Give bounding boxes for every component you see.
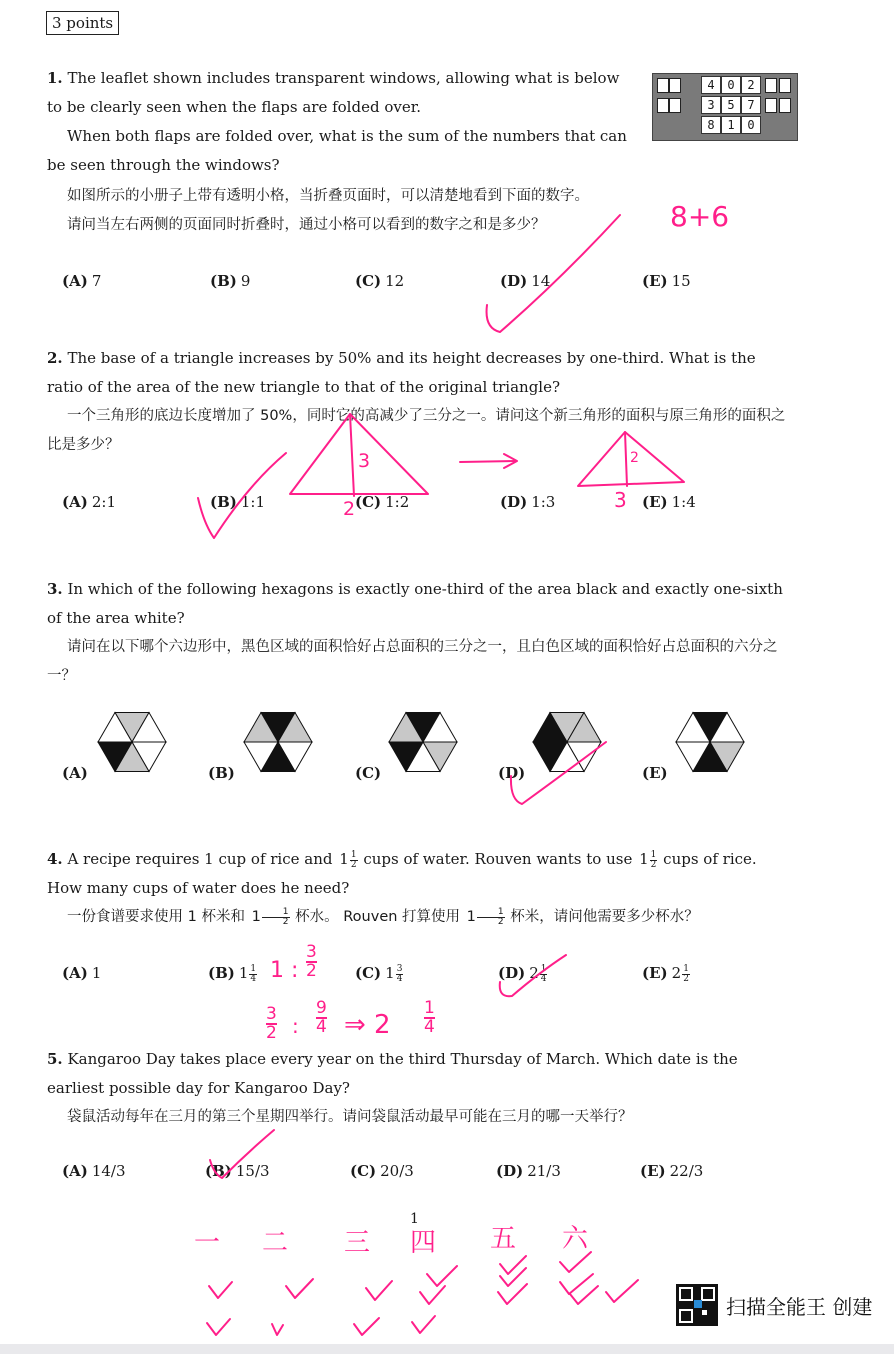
option-b[interactable]: (B) 1 $\frac{1}{4}$ xyxy=(208,963,257,984)
option-c[interactable]: (C) xyxy=(355,764,382,782)
question-4: 4. A recipe requires 1 cup of rice and 1 $\frac{1}{2}$ cups of water. Rouven wants to use 1 $\frac{1}{2}$ cups of rice. How many cups of water does he need? 一份食谱要求使用 1 杯米和 1 $\frac{1}{2}$ 杯水。 Rouven 打算使用 1 $\frac{1}{2}$ 杯米，请问他需要多少杯水？ xyxy=(47,845,795,932)
question-text-zh: 如图所示的小册子上带有透明小格，当折叠页面时，可以清楚地看到下面的数字。 xyxy=(67,188,589,204)
leaflet-digit: 4 xyxy=(701,76,721,94)
question-3: 3. In which of the following hexagons is exactly one-third of the area black and exactly one-sixth of the area white? 请问在以下哪个六边形中，黑色区域的面积恰好占总面积的三分之一，且白色区域的面积恰好占总面积的六分之一？ xyxy=(47,575,795,691)
leaflet-digit: 7 xyxy=(741,96,761,114)
question-number: 1. xyxy=(47,69,63,87)
question-text-zh-2: 请问当左右两侧的页面同时折叠时，通过小格可以看到的数字之和是多少？ xyxy=(67,217,546,233)
question-text-en: In which of the following hexagons is exactly one-third of the area black and exactly one-sixth of the area white? xyxy=(47,580,783,627)
handwriting-fraction: 3 2 xyxy=(266,1004,277,1043)
handwriting-triangle-height: 2 xyxy=(630,450,639,466)
leaflet-digit: 3 xyxy=(701,96,721,114)
handwriting-ratio: 1 : xyxy=(270,958,299,983)
section-label: 3 points xyxy=(46,11,119,35)
option-d[interactable]: (D) 2 $\frac{1}{4}$ xyxy=(498,963,547,984)
hexagon-d xyxy=(529,708,605,776)
leaflet-figure xyxy=(652,73,798,141)
watermark-text: 扫描全能王 创建 xyxy=(726,1294,873,1319)
question-text-en: Kangaroo Day takes place every year on the third Thursday of March. Which date is the earliest possible day for Kangaroo Day? xyxy=(47,1050,738,1097)
option-b[interactable]: (B) 1:1 xyxy=(210,493,266,511)
option-a[interactable]: (A) 14/3 xyxy=(62,1162,126,1180)
option-d[interactable]: (D) xyxy=(498,764,526,782)
hexagon-e xyxy=(672,708,748,776)
leaflet-digit: 2 xyxy=(741,76,761,94)
handwriting-bottom: 二 xyxy=(262,1228,289,1258)
option-d[interactable]: (D) 21/3 xyxy=(496,1162,561,1180)
leaflet-digit: 0 xyxy=(721,76,741,94)
handwriting-result: ⇒ 2 xyxy=(344,1010,391,1040)
page-number: 1 xyxy=(410,1211,419,1227)
question-5: 5. Kangaroo Day takes place every year on the third Thursday of March. Which date is the earliest possible day for Kangaroo Day? 袋鼠活动每年在三月的第三个星期四举行。请问袋鼠活动最早可能在三月的哪一天举行？ xyxy=(47,1045,795,1132)
worksheet-page: 3 points 1. The leaflet shown includes transparent windows, allowing what is below to be clearly seen when the flaps are folded over. When both flaps are folded over, what is the sum of the numbers that can be seen through the windows? 如图所示的小册子上带有透明小格，当折叠页面时，可以清楚地看到下面的数字。 请问当左右两侧的页面同时折叠时，通过小格可以看到的数字之和是多少？ 4 0 2 3 5 7 8 1 0 (A) 7 (B) 9 (C) 12 (D) 14 (E) 15 2. The base of a triangle increases by 50% and its height decreases by one-third. What is the ratio of the area of the new triangle to that of the original triangle? 一个三角形的底边长度增加了 50%，同时它的高减少了三分之一。请问这个新三角形的面积与原三角形的面积之比是多少？ (A) 2:1 (B) 1:1 (C) 1:2 (D) 1:3 (E) 1:4 3. In which of the following hexagons is exactly one-third of the area black and exactly one-sixth of the area white? 请问在以下哪个六边形中，黑色区域的面积恰好占总面积的三分之一，且白色区域的面积恰好占总面积的六分之一？ (A) (B) (C) (D) (E) 4. A recipe requires 1 cup of rice and 1 $\frac{1}{2}$ cups of water. Rouven wants to use 1 $\frac{1}{2}$ cups of rice. How many cups of water does he need? 一份食谱要求使用 1 杯米和 1 $\frac{1}{2}$ 杯水。 Rouven 打算使用 1 $\frac{1}{2}$ 杯米，请问他需要多少杯水？ (A) 1 (B) 1 $\frac{1}{4}$ (C) 1 $\frac{3}{4}$ (D) 2 $\frac{1}{4}$ (E) 2 $\frac{1}{2}$ 5. Kangaroo Day takes place every year on the third Thursday of March. Which date is the earliest possible day for Kangaroo Day? 袋鼠活动每年在三月的第三个星期四举行。请问袋鼠活动最早可能在三月的哪一天举行？ (A) 14/3 (B) 15/3 (C) 20/3 (D) 21/3 (E) 22/3 1 8+6 3 2 2 3 1 : 3 2 3 2 : 9 4 ⇒ 2 1 4 一 二 三 四 五 六 扫描全能王 创建 xyxy=(0,0,894,1354)
leaflet-digit: 0 xyxy=(741,116,761,134)
handwriting-bottom: 五 xyxy=(490,1224,517,1254)
question-text-zh: 一份食谱要求使用 1 杯米和 1 $\frac{1}{2}$ 杯水。 Rouven 打算使用 1 $\frac{1}{2}$ 杯米，请问他需要多少杯水？ xyxy=(67,906,699,927)
leaflet-digit: 5 xyxy=(721,96,741,114)
option-e[interactable]: (E) 2 $\frac{1}{2}$ xyxy=(642,963,689,984)
question-text-zh: 一个三角形的底边长度增加了 50%，同时它的高减少了三分之一。请问这个新三角形的面积与原三角形的面积之比是多少？ xyxy=(47,408,786,453)
option-c[interactable]: (C) 1 $\frac{3}{4}$ xyxy=(355,963,403,984)
option-a[interactable]: (A) 2:1 xyxy=(62,493,116,511)
handwriting-triangle-base: 2 xyxy=(343,498,356,520)
option-e[interactable]: (E) 1:4 xyxy=(642,493,696,511)
scanner-watermark xyxy=(676,1282,872,1328)
hexagon-c xyxy=(385,708,461,776)
leaflet-digit: 8 xyxy=(701,116,721,134)
option-e[interactable]: (E) 22/3 xyxy=(640,1162,704,1180)
question-text-en: The base of a triangle increases by 50% and its height decreases by one-third. What is the ratio of the area of the new triangle to that of the original triangle? xyxy=(47,349,756,396)
option-a[interactable]: (A) 7 xyxy=(62,272,102,290)
option-b[interactable]: (B) xyxy=(208,764,235,782)
hexagon-a xyxy=(94,708,170,776)
question-2: 2. The base of a triangle increases by 50% and its height decreases by one-third. What is the ratio of the area of the new triangle to that of the original triangle? 一个三角形的底边长度增加了 50%，同时它的高减少了三分之一。请问这个新三角形的面积与原三角形的面积之比是多少？ xyxy=(47,344,795,460)
option-d[interactable]: (D) 14 xyxy=(500,272,551,290)
option-a[interactable]: (A) 1 xyxy=(62,964,102,982)
option-a[interactable]: (A) xyxy=(62,764,88,782)
option-b[interactable]: (B) 15/3 xyxy=(205,1162,270,1180)
option-c[interactable]: (C) 1:2 xyxy=(355,493,410,511)
hexagon-b xyxy=(240,708,316,776)
leaflet-digit: 1 xyxy=(721,116,741,134)
option-d[interactable]: (D) 1:3 xyxy=(500,493,556,511)
handwriting-bottom: 三 xyxy=(344,1228,371,1258)
handwriting-fraction: 3 2 xyxy=(306,942,317,981)
handwriting-bottom: 四 xyxy=(410,1228,437,1258)
option-c[interactable]: (C) 12 xyxy=(355,272,405,290)
question-text-en: The leaflet shown includes transparent windows, allowing what is below to be clearly seen when the flaps are folded over. xyxy=(47,69,620,116)
option-b[interactable]: (B) 9 xyxy=(210,272,251,290)
arrow-shaft xyxy=(460,461,516,462)
handwriting-triangle-height: 3 xyxy=(358,450,371,472)
question-1 xyxy=(47,64,637,180)
option-e[interactable]: (E) 15 xyxy=(642,272,691,290)
question-text-en-2: When both flaps are folded over, what is the sum of the numbers that can be seen through the windows? xyxy=(47,127,627,174)
handwriting-bottom: 六 xyxy=(562,1224,589,1254)
qr-code-icon xyxy=(676,1284,718,1326)
handwriting-triangle-base: 3 xyxy=(614,488,627,512)
question-text-zh: 请问在以下哪个六边形中，黑色区域的面积恰好占总面积的三分之一，且白色区域的面积恰好占总面积的六分之一？ xyxy=(47,639,778,684)
option-e[interactable]: (E) xyxy=(642,764,668,782)
handwriting-bottom: 一 xyxy=(194,1228,221,1258)
handwriting-fraction: 1 4 xyxy=(424,998,435,1037)
question-text-zh: 袋鼠活动每年在三月的第三个星期四举行。请问袋鼠活动最早可能在三月的哪一天举行？ xyxy=(67,1109,633,1125)
handwriting-q1-sum: 8+6 xyxy=(670,200,730,233)
bottom-bar xyxy=(0,1344,894,1354)
option-c[interactable]: (C) 20/3 xyxy=(350,1162,414,1180)
handwriting-fraction: 9 4 xyxy=(316,998,327,1037)
